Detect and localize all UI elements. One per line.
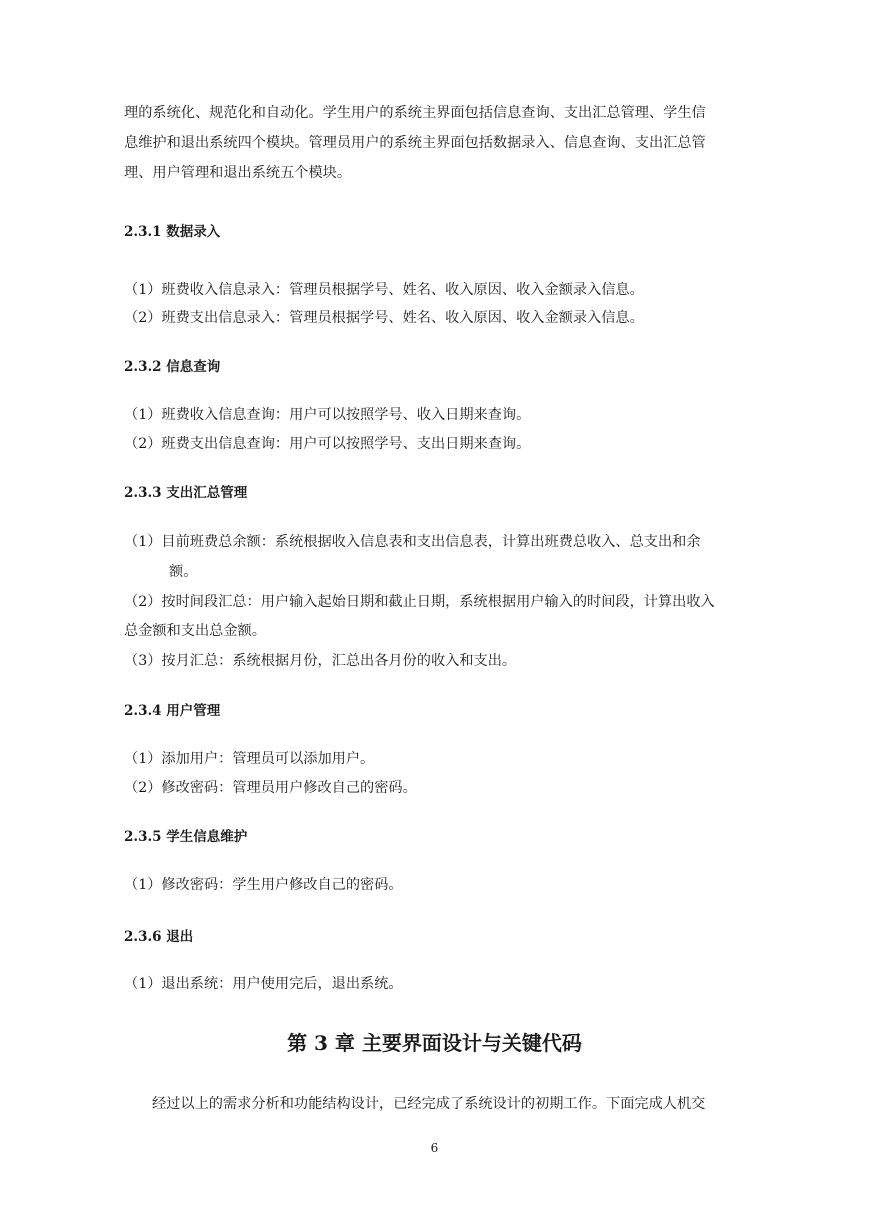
section-heading-2-3-2: 2.3.2 信息查询 xyxy=(124,359,221,375)
page-number: 6 xyxy=(430,1141,439,1155)
body-paragraph: 经过以上的需求分析和功能结构设计，已经完成了系统设计的初期工作。下面完成人机交 xyxy=(152,1096,706,1112)
list-item-continuation: 总金额和支出总金额。 xyxy=(124,623,266,639)
list-item: （2）班费支出信息查询：用户可以按照学号、支出日期来查询。 xyxy=(124,436,531,452)
section-heading-2-3-5: 2.3.5 学生信息维护 xyxy=(124,829,248,845)
list-item: （2）修改密码：管理员用户修改自己的密码。 xyxy=(124,780,417,796)
list-item: （3）按月汇总：系统根据月份，汇总出各月份的收入和支出。 xyxy=(124,653,517,669)
list-item: （1）目前班费总余额：系统根据收入信息表和支出信息表，计算出班费总收入、总支出和余 xyxy=(124,534,701,550)
section-heading-2-3-4: 2.3.4 用户管理 xyxy=(124,703,221,719)
section-heading-2-3-3: 2.3.3 支出汇总管理 xyxy=(124,485,248,501)
list-item: （1）修改密码：学生用户修改自己的密码。 xyxy=(124,877,403,893)
chapter-title: 第 3 章 主要界面设计与关键代码 xyxy=(287,1031,582,1055)
list-item: （2）按时间段汇总：用户输入起始日期和截止日期，系统根据用户输入的时间段，计算出收入 xyxy=(124,594,715,610)
list-item: （1）班费收入信息查询：用户可以按照学号、收入日期来查询。 xyxy=(124,407,531,423)
list-item: （1）班费收入信息录入：管理员根据学号、姓名、收入原因、收入金额录入信息。 xyxy=(124,282,644,298)
section-heading-2-3-1: 2.3.1 数据录入 xyxy=(124,224,221,240)
intro-line-2: 息维护和退出系统四个模块。管理员用户的系统主界面包括数据录入、信息查询、支出汇总管 xyxy=(124,135,706,151)
list-item: （1）添加用户：管理员可以添加用户。 xyxy=(124,751,375,767)
list-item: （1）退出系统：用户使用完后，退出系统。 xyxy=(124,976,403,992)
section-heading-2-3-6: 2.3.6 退出 xyxy=(124,929,194,945)
intro-line-3: 理、用户管理和退出系统五个模块。 xyxy=(124,165,352,181)
intro-line-1: 理的系统化、规范化和自动化。学生用户的系统主界面包括信息查询、支出汇总管理、学生信 xyxy=(124,105,706,121)
list-item-continuation: 额。 xyxy=(169,564,198,580)
list-item: （2）班费支出信息录入：管理员根据学号、姓名、收入原因、收入金额录入信息。 xyxy=(124,310,644,326)
